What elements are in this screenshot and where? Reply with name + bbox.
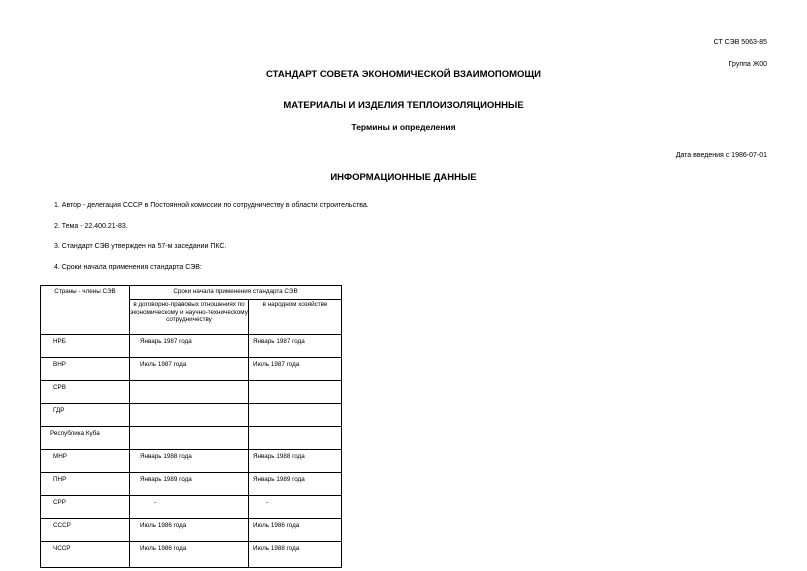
economy-date-cell: Январь 1989 года [249, 473, 342, 496]
contract-date-cell: Январь 1987 года [130, 335, 249, 358]
table-row [41, 427, 342, 450]
contract-date-cell: Июль 1986 года [130, 519, 249, 542]
country-cell: СРР [41, 496, 130, 519]
table-row [41, 496, 342, 519]
subject-title: МАТЕРИАЛЫ И ИЗДЕЛИЯ ТЕПЛОИЗОЛЯЦИОННЫЕ [283, 100, 524, 111]
contract-date-cell: Июль 1986 года [130, 542, 249, 568]
header-national-economy: в народном хозяйстве [249, 300, 342, 335]
table-row [41, 542, 342, 568]
paragraph-dates: 4. Сроки начала применения стандарта СЭВ: [54, 264, 202, 271]
table-row [41, 404, 342, 427]
contract-date-cell [130, 427, 249, 450]
contract-date-cell: Июль 1987 года [130, 358, 249, 381]
table-row [41, 450, 342, 473]
table-row [41, 358, 342, 381]
economy-date-cell [249, 404, 342, 427]
economy-date-cell [249, 427, 342, 450]
document-designation: СТ СЭВ 5063-85 [713, 39, 767, 46]
country-cell: ВНР [41, 358, 130, 381]
country-cell: НРБ [41, 335, 130, 358]
header-contract-relations: в договорно-правовых отношениях по экономическому и научно-техническому сотрудничеству [130, 300, 249, 335]
country-cell: ПНР [41, 473, 130, 496]
subtitle: Термины и определения [351, 122, 456, 132]
economy-date-cell [249, 381, 342, 404]
classification-group: Группа Ж00 [728, 61, 767, 68]
table-row [41, 473, 342, 496]
economy-date-cell: - [249, 496, 342, 519]
country-cell: СРВ [41, 381, 130, 404]
contract-date-cell [130, 381, 249, 404]
economy-date-cell: Июль 1986 года [249, 519, 342, 542]
paragraph-theme: 2. Тема - 22.400.21-83. [54, 223, 128, 230]
introduction-date: Дата введения с 1986-07-01 [675, 152, 767, 159]
country-cell: ЧССР [41, 542, 130, 568]
country-cell: ГДР [41, 404, 130, 427]
table-row [41, 381, 342, 404]
country-cell: Республика Куба [41, 427, 130, 450]
application-dates-table [40, 285, 342, 568]
contract-date-cell: Январь 1988 года [130, 450, 249, 473]
paragraph-approval: 3. Стандарт СЭВ утвержден на 57-м заседании ПКС. [54, 243, 227, 250]
table-row [41, 335, 342, 358]
economy-date-cell: Январь 1988 года [249, 450, 342, 473]
header-application-dates: Сроки начала применения стандарта СЭВ [130, 286, 342, 300]
economy-date-cell: Июль 1987 года [249, 358, 342, 381]
paragraph-author: 1. Автор - делегация СССР в Постоянной комиссии по сотрудничеству в области строительства. [54, 202, 369, 209]
header-countries: Страны - члены СЭВ [41, 286, 130, 335]
economy-date-cell: Январь 1987 года [249, 335, 342, 358]
country-cell: СССР [41, 519, 130, 542]
standard-title: СТАНДАРТ СОВЕТА ЭКОНОМИЧЕСКОЙ ВЗАИМОПОМОЩИ [266, 69, 541, 80]
table-row [41, 519, 342, 542]
country-cell: МНР [41, 450, 130, 473]
contract-date-cell [130, 404, 249, 427]
info-heading: ИНФОРМАЦИОННЫЕ ДАННЫЕ [330, 172, 477, 183]
economy-date-cell: Июль 1988 года [249, 542, 342, 568]
contract-date-cell: Январь 1989 года [130, 473, 249, 496]
contract-date-cell: - [130, 496, 249, 519]
